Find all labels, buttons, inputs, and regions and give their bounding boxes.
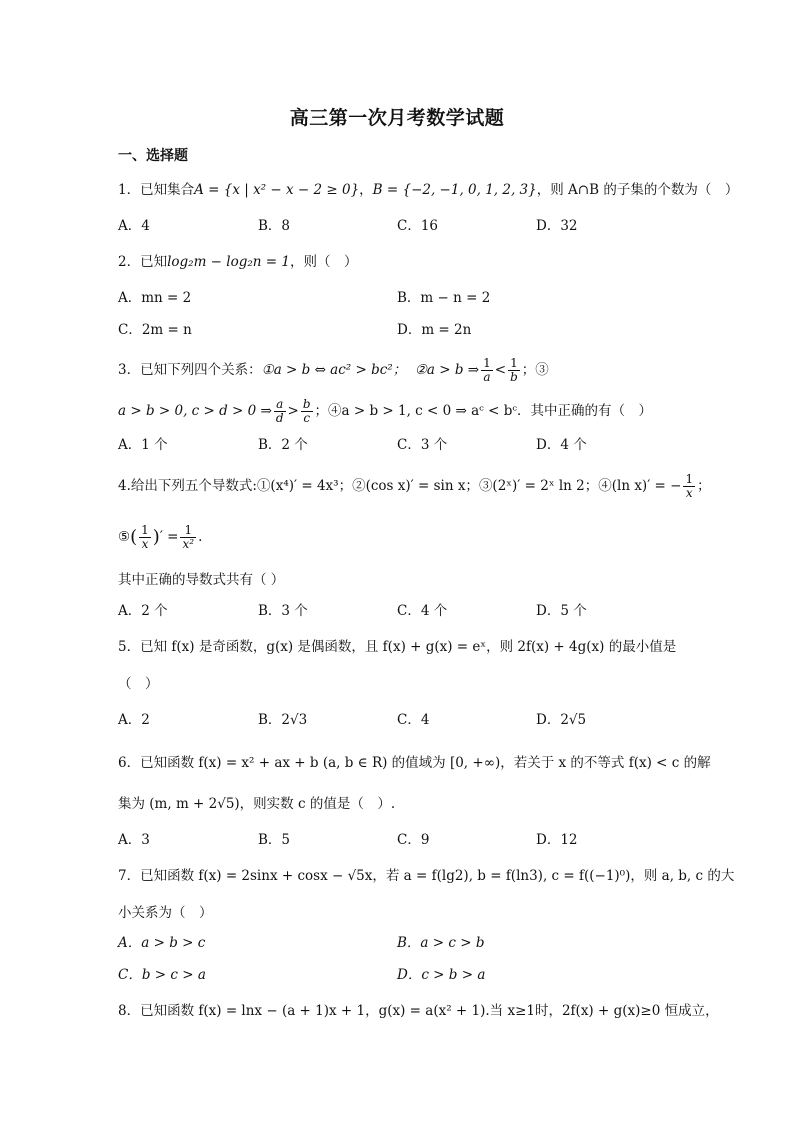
q3-relation-2: ②a > b ⇒: [414, 362, 480, 378]
q4-option-d: D．5 个: [536, 603, 587, 619]
question-2: [118, 252, 357, 272]
greater-than-sign: >: [287, 403, 299, 419]
q1-suffix: ，则 A∩B 的子集的个数为（ ）: [536, 182, 739, 198]
q1-set-a: A = {x | x² − x − 2 ≥ 0}: [194, 182, 360, 198]
q3-relation-3: a > b > 0, c > d > 0 ⇒: [118, 403, 272, 419]
q2-suffix: ，则（ ）: [289, 254, 358, 270]
q4-prefix: 4.给出下列五个导数式:: [118, 478, 257, 494]
q3-prefix: 3．已知下列四个关系：: [118, 362, 262, 378]
q3-option-d: D．4 个: [536, 437, 587, 453]
q2-expr: log₂m − log₂n = 1: [167, 254, 290, 270]
q2-option-b: B．m − n = 2: [397, 290, 491, 306]
q5-option-b: B．2√3: [258, 712, 308, 728]
q6-option-a: A．3: [118, 832, 150, 848]
q7-option-b: B．a > c > b: [397, 935, 485, 951]
q7-option-a: A．a > b > c: [118, 935, 206, 951]
q3-relation-4: ；④a > b > 1, c < 0 ⇒ aᶜ < bᶜ．其中正确的有（ ）: [314, 403, 653, 419]
question-3-line-2: [118, 398, 652, 425]
q6-option-b: B．5: [258, 832, 291, 848]
question-3: [118, 357, 549, 384]
prime-equals: ′ =: [159, 529, 179, 545]
fraction-1-over-a: $\frac{1}{a}$: [483, 356, 491, 384]
q4-option-c: C．4 个: [397, 603, 448, 619]
q1-sep: ，: [359, 182, 373, 198]
question-7-line-2: 小关系为（ ）: [118, 905, 213, 921]
q5-option-c: C．4: [397, 712, 430, 728]
question-5: 5．已知 f(x) 是奇函数，g(x) 是偶函数，且 f(x) + g(x) = eˣ，则 2f(x) + 4g(x) 的最小值是: [118, 639, 677, 655]
q1-option-d: D．32: [536, 218, 578, 234]
q6-option-c: C．9: [397, 832, 430, 848]
q3-relation-3-marker: ；③: [521, 362, 549, 378]
q4-option-b: B．3 个: [258, 603, 308, 619]
q3-option-a: A．1 个: [118, 437, 168, 453]
q2-option-a: A．mn = 2: [118, 290, 192, 306]
q7-option-d: D．c > b > a: [397, 967, 486, 983]
q1-prefix: 1．已知集合: [118, 182, 195, 198]
q4-d4-end: ；: [697, 478, 711, 494]
q4-derivative-1: ①(x⁴)′ = 4x³；: [256, 478, 353, 494]
question-7: 7．已知函数 f(x) = 2sinx + cosx − √5x，若 a = f(lg2), b = f(ln3), c = f((−1)⁰)，则 a, b, c 的大: [118, 868, 735, 884]
question-4-line-2: ⑤( $\frac{1}{x}$ )′ = $\frac{1}{\text{x²}}$ .: [118, 523, 203, 551]
fraction-b-over-c: $\frac{b}{c}$: [302, 397, 311, 425]
fraction-1-over-x-squared: $\frac{1}{\text{x²}}$: [182, 523, 195, 551]
question-4: [118, 473, 711, 500]
q1-option-a: A．4: [118, 218, 150, 234]
q4-option-a: A．2 个: [118, 603, 168, 619]
question-6-line-2: 集为 (m, m + 2√5)，则实数 c 的值是（ ）.: [118, 796, 396, 812]
question-1: [118, 180, 738, 200]
fraction-1-over-b: $\frac{1}{b}$: [510, 356, 518, 384]
q4-d5-end: .: [198, 529, 203, 545]
question-8: 8．已知函数 f(x) = lnx − (a + 1)x + 1，g(x) = a(x² + 1).当 x≥1时，2f(x) + g(x)≥0 恒成立，: [118, 1003, 719, 1019]
q4-ask: 其中正确的导数式共有（ ）: [118, 572, 285, 588]
q2-prefix: 2．已知: [118, 254, 168, 270]
question-5-line-2: （ ）: [118, 676, 159, 692]
q3-relation-1: ①a > b ⇔ ac² > bc²；: [261, 362, 407, 378]
q4-derivative-5: ⑤: [118, 529, 131, 545]
q3-option-c: C．3 个: [397, 437, 448, 453]
q2-option-d: D．m = 2n: [397, 322, 472, 338]
q1-set-b: B = {−2, −1, 0, 1, 2, 3}: [372, 182, 537, 198]
q5-option-d: D．2√5: [536, 712, 587, 728]
q7-option-c: C．b > c > a: [118, 967, 206, 983]
fraction-1-over-x: $\frac{1}{x}$: [685, 472, 694, 500]
page-title: 高三第一次月考数学试题: [289, 107, 505, 129]
q1-option-c: C．16: [397, 218, 439, 234]
q4-derivative-4: ④(ln x)′ = −: [598, 478, 682, 494]
section-heading: 一、选择题: [118, 148, 188, 164]
fraction-1-over-x-paren: $\frac{1}{x}$: [141, 523, 149, 551]
q4-derivative-2: ②(cos x)′ = sin x；: [352, 478, 479, 494]
q1-option-b: B．8: [258, 218, 291, 234]
question-6: 6．已知函数 f(x) = x² + ax + b (a, b ∈ R) 的值域为 [0, +∞)，若关于 x 的不等式 f(x) < c 的解: [118, 755, 711, 771]
q3-option-b: B．2 个: [258, 437, 308, 453]
q2-option-c: C．2m = n: [118, 322, 192, 338]
fraction-a-over-d: $\frac{a}{d}$: [275, 397, 284, 425]
q4-derivative-3: ③(2ˣ)′ = 2ˣ ln 2；: [478, 478, 599, 494]
less-than-sign: <: [494, 362, 507, 378]
q5-option-a: A．2: [118, 712, 150, 728]
q6-option-d: D．12: [536, 832, 578, 848]
